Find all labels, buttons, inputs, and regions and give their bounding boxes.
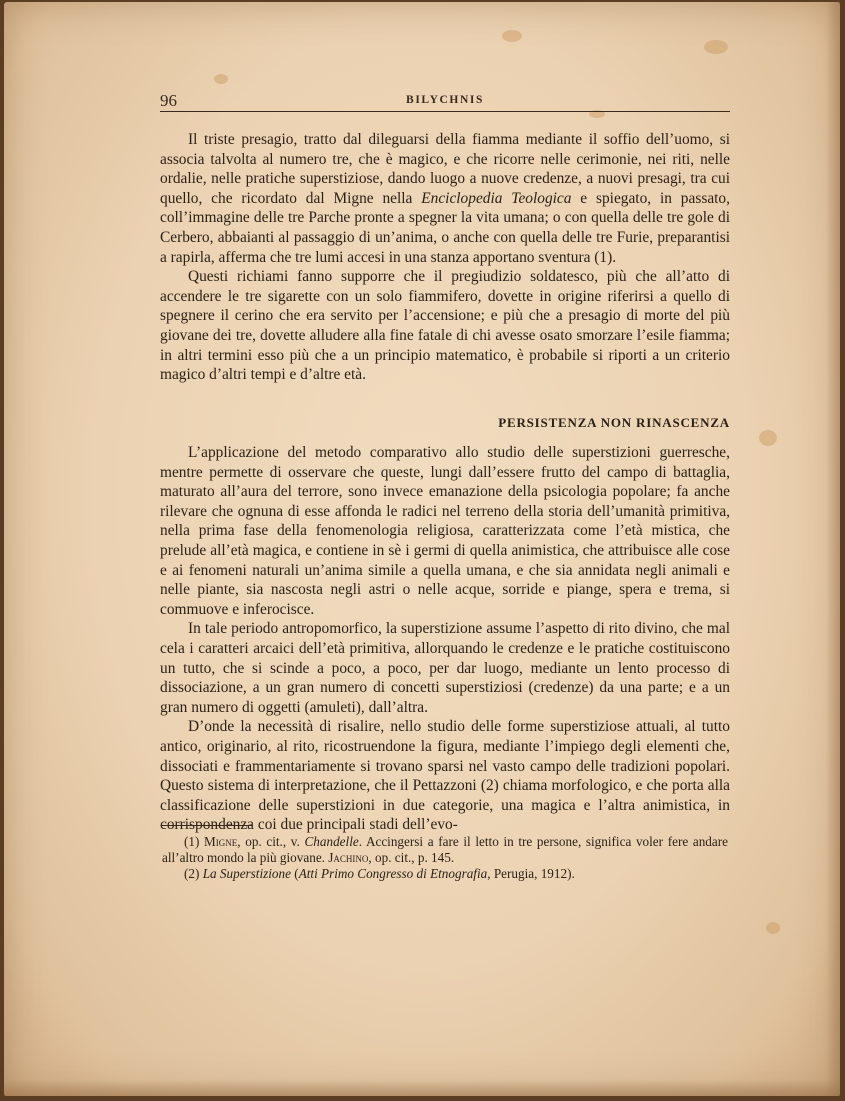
italic-title: Atti Primo Congresso di Etnografia (298, 865, 488, 881)
italic-title: La Superstizione (202, 865, 291, 881)
foxing-stain (502, 30, 522, 42)
italic-title: Enciclopedia Teologica (421, 189, 572, 207)
text-run: , op. cit., p. 145. (368, 849, 455, 865)
footnote-rule (162, 825, 252, 826)
footnote-number: (1) (184, 834, 205, 849)
foxing-stain (759, 430, 777, 446)
footnote-2 (162, 866, 728, 882)
paragraph: In tale periodo antropomorfico, la superstizione assume l’aspetto di rito divino, che mal cela i caratteri arcaici dell’età primitiva, allorquando le credenze e le pratiche costituiscono un tutto, che si scinde a poco, a poco, per dar luogo, mediante un lento processo di dissociazione, a un gran numero di concetti superstiziosi (credenze) da una parte; e a un gran numero di oggetti (amuleti), dall’altra. (160, 620, 730, 716)
author-name: Jachino (328, 849, 369, 865)
text-run: , Perugia, 1912). (487, 865, 575, 881)
text-run: . Accingersi a fare il letto in tre persone, significa voler fere andare all’altro mondo la più giovane. (162, 834, 728, 865)
foxing-stain (704, 40, 728, 54)
page-number: 96 (160, 91, 177, 110)
paragraph: L’applicazione del metodo comparativo allo studio delle superstizioni guerresche, mentre permette di osservare che queste, lungi dall’essere frutto del campo di battaglia, maturato all’aura del terrore, sono invece emanazione della psicologia popolare; fa anche rilevare che ognuna di esse affonda le radici nel terreno della storia dell’umanità primitiva, nella prima fase della fenomenologia religiosa, caratterizzata come l’età mistica, che prelude all’età magica, e contiene in sè i germi di quella animistica, che attribuisce alle cose e ai fenomeni naturali un’anima simile a quella umana, e che sia annidata negli animali e nelle piante, sia nascosta negli astri o nelle acque, sorride e piange, spera e trema, si commuove e inferocisce. (160, 444, 730, 618)
text-block-bottom (160, 443, 730, 835)
text-block-top (160, 130, 730, 385)
footnote-number: (2) (184, 865, 203, 881)
paragraph (160, 130, 730, 267)
footnotes (162, 834, 728, 881)
text-run: ( (290, 865, 299, 881)
text-run: e spiegato, in passato, coll’immagine delle tre Parche pronte a spegner la vita umana; o con quella delle tre gole di Cerbero, abbaianti al passaggio di un’anima, o anche con quella delle tre Furie, preparantisi a rapirla, afferma che tre lumi accesi in una stanza apportano sventura (1). (160, 189, 730, 266)
page-bottom-shadow (4, 1080, 840, 1096)
foxing-stain (766, 922, 780, 934)
author-name: Migne (204, 834, 238, 849)
text-run: Questi richiami fanno supporre che il pregiudizio soldatesco, più che all’atto di accendere le tre sigarette con un solo fiammifero, dovette in origine riferirsi a quello di spegnere il cerino che era servito per l’accensione; e più che a presagio di morte del più giovane dei tre, dovette alludere alla fine fatale di chi avesse osato smorzare l’esile fiamma; in altri termini esso più che a un principio matematico, è probabile si riporti a un criterio magico d’altri tempi e d’altre età. (160, 268, 730, 384)
text-run: Il triste presagio, tratto dal dileguarsi della fiamma mediante il soffio dell’uomo, si associa talvolta al numero tre, che è magico, e che ricorre nelle cerimonie, nei riti, nelle ordalie, nelle pratiche superstiziose, dando luogo a nuove credenze, a nuovi presagi, tra cui quello, che ricordato dal Migne nella (160, 131, 730, 207)
text-run: , op. cit., v. (237, 834, 305, 849)
page-edge-shadow (826, 2, 840, 1096)
section-heading: PERSISTENZA NON RINASCENZA (498, 415, 730, 430)
page-header (160, 91, 730, 112)
italic-title: Chandelle (304, 834, 359, 849)
paragraph: D’onde la necessità di risalire, nello studio delle forme superstiziose attuali, al tutto antico, originario, al rito, ricostruendone la figura, mediante l’impiego degli elementi che, dissociati e frammentariamente si trovano sparsi nel vasto campo delle tradizioni popolari. Questo sistema di interpretazione, che il Pettazzoni (2) chiama morfologico, e che porta alla classificazione delle superstizioni in due categorie, una magica e l’altra animistica, in corrispondenza coi due principali stadi dell’evo- (160, 718, 730, 834)
foxing-stain (214, 74, 228, 84)
running-head: BILYCHNIS (406, 94, 484, 106)
paragraph (160, 267, 730, 385)
footnote-1 (162, 834, 728, 866)
